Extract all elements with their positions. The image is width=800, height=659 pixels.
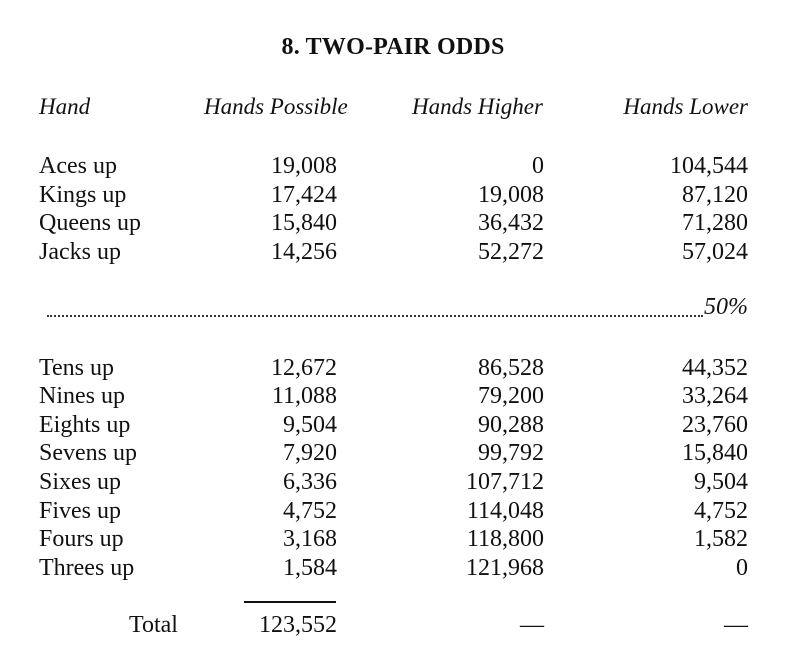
higher-cell: 52,272 — [478, 239, 544, 265]
table-row — [0, 152, 800, 181]
lower-cell: 104,544 — [670, 153, 748, 179]
table-row — [0, 554, 800, 583]
higher-cell: 121,968 — [466, 555, 544, 581]
lower-cell: 15,840 — [682, 440, 748, 466]
total-label: Total — [129, 612, 178, 638]
table-row — [0, 468, 800, 497]
higher-cell: 118,800 — [466, 526, 544, 552]
possible-cell: 14,256 — [271, 239, 337, 265]
hand-cell: Sevens up — [39, 440, 137, 466]
hand-cell: Fours up — [39, 526, 124, 552]
lower-cell: 57,024 — [682, 239, 748, 265]
hand-cell: Sixes up — [39, 469, 122, 495]
hand-cell: Jacks up — [39, 239, 121, 265]
table-row — [0, 181, 800, 210]
hand-cell: Eights up — [39, 412, 131, 438]
possible-cell: 19,008 — [271, 153, 337, 179]
table-row — [0, 238, 800, 267]
hand-cell: Queens up — [39, 210, 141, 236]
possible-cell: 11,088 — [271, 383, 337, 409]
total-higher: — — [520, 612, 544, 638]
possible-cell: 9,504 — [283, 412, 337, 438]
header-hands-higher: Hands Higher — [412, 94, 543, 119]
dotted-divider — [47, 315, 703, 317]
higher-cell: 19,008 — [478, 182, 544, 208]
lower-cell: 0 — [736, 555, 748, 581]
higher-cell: 114,048 — [466, 498, 544, 524]
total-lower: — — [724, 612, 748, 638]
higher-cell: 0 — [532, 153, 544, 179]
lower-cell: 1,582 — [694, 526, 748, 552]
lower-cell: 4,752 — [694, 498, 748, 524]
possible-cell: 12,672 — [271, 355, 337, 381]
total-row — [0, 611, 800, 640]
lower-cell: 33,264 — [682, 383, 748, 409]
possible-cell: 4,752 — [283, 498, 337, 524]
divider-percent-label: 50% — [704, 294, 748, 320]
page-title: 8. TWO-PAIR ODDS — [281, 34, 505, 60]
higher-cell: 107,712 — [466, 469, 544, 495]
higher-cell: 86,528 — [478, 355, 544, 381]
possible-cell: 1,584 — [283, 555, 337, 581]
sum-rule — [244, 601, 336, 603]
header-hands-possible: Hands Possible — [204, 94, 348, 119]
higher-cell: 79,200 — [478, 383, 544, 409]
hand-cell: Nines up — [39, 383, 125, 409]
hand-cell: Fives up — [39, 498, 122, 524]
higher-cell: 99,792 — [478, 440, 544, 466]
hand-cell: Tens up — [39, 355, 114, 381]
lower-cell: 71,280 — [682, 210, 748, 236]
possible-cell: 7,920 — [283, 440, 337, 466]
total-possible: 123,552 — [259, 612, 337, 638]
possible-cell: 17,424 — [271, 182, 337, 208]
table-row — [0, 497, 800, 526]
higher-cell: 90,288 — [478, 412, 544, 438]
lower-cell: 9,504 — [694, 469, 748, 495]
hand-cell: Threes up — [39, 555, 135, 581]
table-row — [0, 411, 800, 440]
lower-cell: 23,760 — [682, 412, 748, 438]
higher-cell: 36,432 — [478, 210, 544, 236]
possible-cell: 15,840 — [271, 210, 337, 236]
header-hands-lower: Hands Lower — [623, 94, 748, 119]
lower-cell: 44,352 — [682, 355, 748, 381]
table-row — [0, 354, 800, 383]
lower-cell: 87,120 — [682, 182, 748, 208]
table-row — [0, 525, 800, 554]
table-row — [0, 209, 800, 238]
hand-cell: Aces up — [39, 153, 117, 179]
header-hand: Hand — [39, 94, 91, 119]
possible-cell: 3,168 — [283, 526, 337, 552]
hand-cell: Kings up — [39, 182, 127, 208]
table-row — [0, 382, 800, 411]
table-row — [0, 439, 800, 468]
possible-cell: 6,336 — [283, 469, 337, 495]
